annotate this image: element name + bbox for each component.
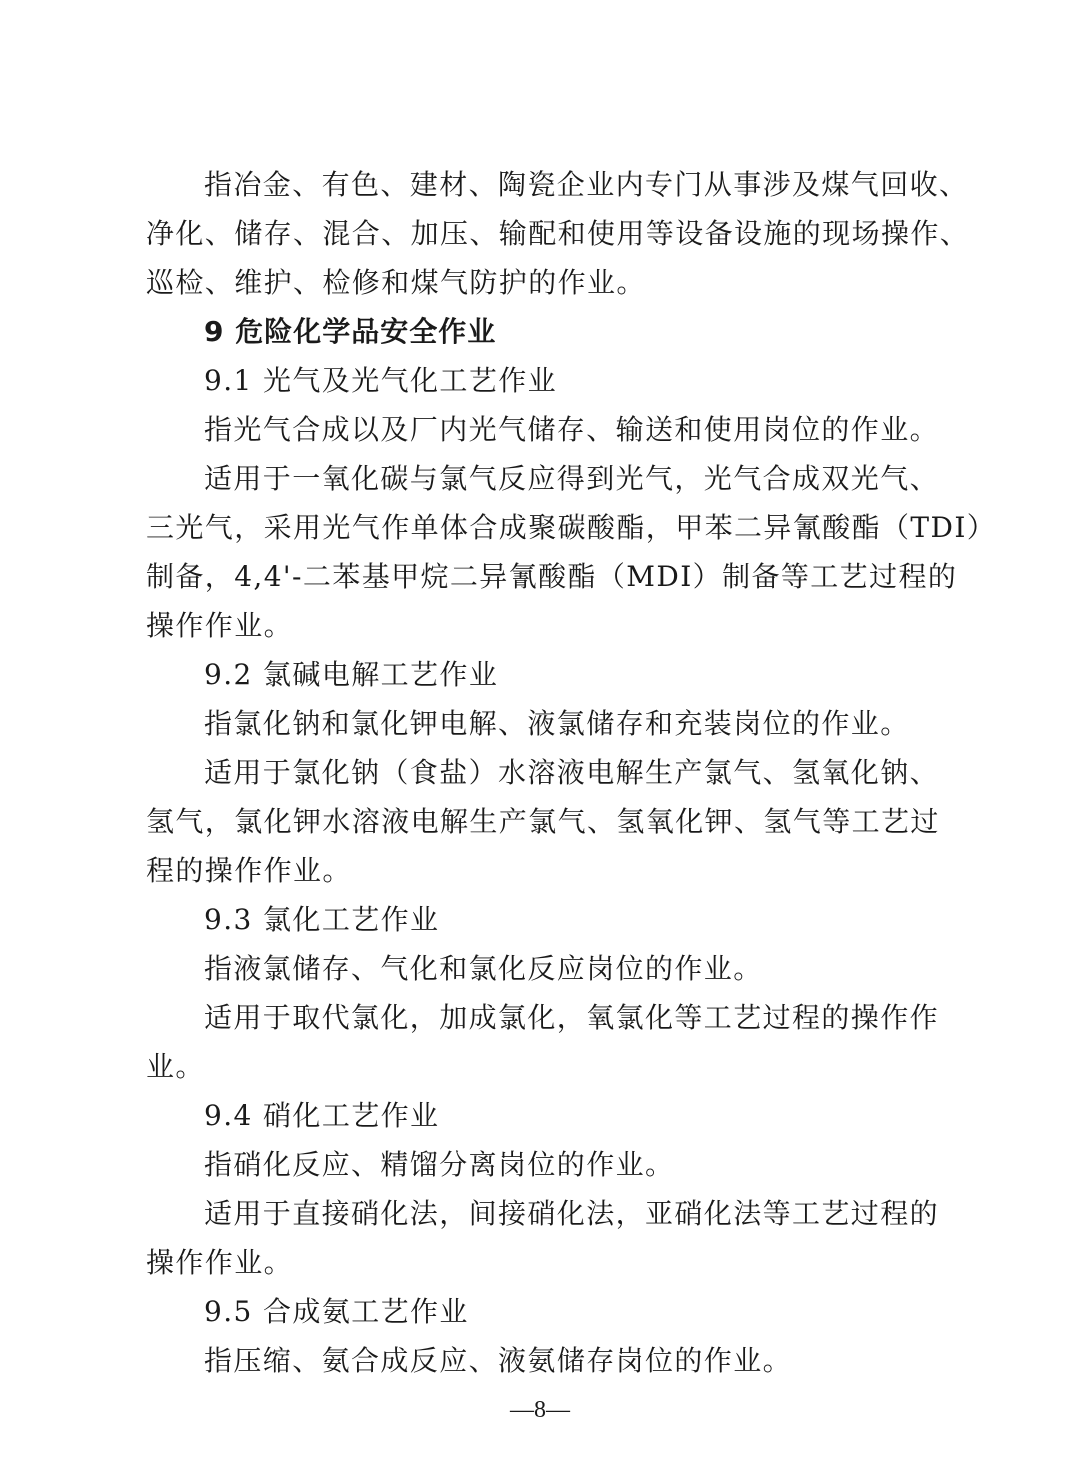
paragraph-line: 三光气，采用光气作单体合成聚碳酸酯，甲苯二异氰酸酯（TDI）: [146, 511, 997, 544]
paragraph-line: 适用于一氧化碳与氯气反应得到光气，光气合成双光气、: [204, 462, 940, 495]
paragraph-line: 适用于取代氯化，加成氯化，氧氯化等工艺过程的操作作: [204, 1001, 940, 1034]
section-heading: 9 危险化学品安全作业: [204, 315, 497, 348]
paragraph-line: 指光气合成以及厂内光气储存、输送和使用岗位的作业。: [204, 413, 940, 446]
document-body: [146, 160, 997, 1385]
paragraph-line: 操作作业。: [146, 609, 294, 642]
subsection-heading: 9.3 氯化工艺作业: [204, 903, 440, 936]
paragraph-line: 指硝化反应、精馏分离岗位的作业。: [204, 1148, 675, 1181]
paragraph-line: 指氯化钠和氯化钾电解、液氯储存和充装岗位的作业。: [204, 707, 910, 740]
page-number: —8—: [510, 1397, 570, 1423]
paragraph-line: 业。: [146, 1050, 205, 1083]
subsection-heading: 9.4 硝化工艺作业: [204, 1099, 440, 1132]
paragraph-line: 指液氯储存、气化和氯化反应岗位的作业。: [204, 952, 763, 985]
paragraph-line: 操作作业。: [146, 1246, 294, 1279]
paragraph-line: 程的操作作业。: [146, 854, 352, 887]
paragraph-line: 适用于氯化钠（食盐）水溶液电解生产氯气、氢氧化钠、: [204, 756, 940, 789]
paragraph-line: 适用于直接硝化法，间接硝化法，亚硝化法等工艺过程的: [204, 1197, 940, 1230]
subsection-heading: 9.2 氯碱电解工艺作业: [204, 658, 499, 691]
paragraph-line: 氢气，氯化钾水溶液电解生产氯气、氢氧化钾、氢气等工艺过: [146, 805, 940, 838]
paragraph-line: 净化、储存、混合、加压、输配和使用等设备设施的现场操作、: [146, 217, 970, 250]
paragraph-line: 指冶金、有色、建材、陶瓷企业内专门从事涉及煤气回收、: [204, 168, 969, 201]
paragraph-line: 制备，4,4'-二苯基甲烷二异氰酸酯（MDI）制备等工艺过程的: [146, 560, 958, 593]
subsection-heading: 9.1 光气及光气化工艺作业: [204, 364, 558, 397]
paragraph-line: 指压缩、氨合成反应、液氨储存岗位的作业。: [204, 1344, 793, 1377]
subsection-heading: 9.5 合成氨工艺作业: [204, 1295, 469, 1328]
paragraph-line: 巡检、维护、检修和煤气防护的作业。: [146, 266, 646, 299]
